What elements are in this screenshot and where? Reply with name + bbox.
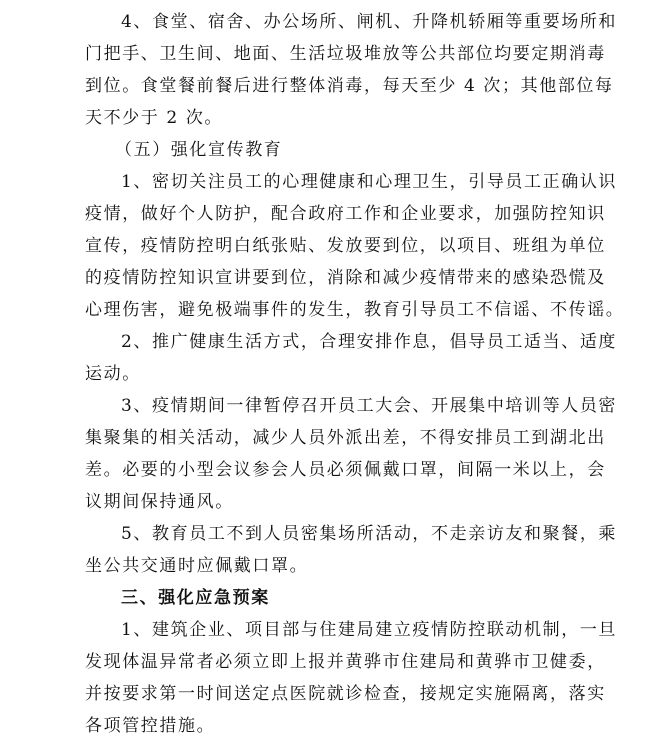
paragraph-line: 坐公共交通时应佩戴口罩。: [85, 556, 309, 576]
paragraph-line: 疫情，做好个人防护，配合政府工作和企业要求，加强防控知识: [85, 204, 606, 224]
paragraph-line: 到位。食堂餐前餐后进行整体消毒，每天至少 4 次；其他部位每: [85, 76, 614, 96]
paragraph-line: 2、推广健康生活方式，合理安排作息，倡导员工适当、适度: [121, 332, 618, 352]
paragraph-line: 天不少于 2 次。: [85, 108, 224, 128]
paragraph-line: 并按要求第一时间送定点医院就诊检查，接规定实施隔离，落实: [85, 684, 606, 704]
paragraph-line: 5、教育员工不到人员密集场所活动，不走亲访友和聚餐，乘: [121, 524, 618, 544]
paragraph-line: 运动。: [85, 364, 141, 384]
paragraph-line: 议期间保持通风。: [85, 492, 234, 512]
section-heading: 三、强化应急预案: [121, 588, 270, 608]
section-subheading: （五）强化宣传教育: [115, 140, 283, 160]
paragraph-line: 1、密切关注员工的心理健康和心理卫生，引导员工正确认识: [121, 172, 618, 192]
paragraph-line: 集聚集的相关活动，减少人员外派出差，不得安排员工到湖北出: [85, 428, 606, 448]
paragraph-line: 4、食堂、宿舍、办公场所、闸机、升降机轿厢等重要场所和: [121, 12, 618, 32]
paragraph-line: 各项管控措施。: [85, 716, 216, 736]
paragraph-line: 的疫情防控知识宣讲要到位，消除和减少疫情带来的感染恐慌及: [85, 268, 606, 288]
paragraph-line: 1、建筑企业、项目部与住建局建立疫情防控联动机制，一旦: [121, 620, 618, 640]
paragraph-line: 3、疫情期间一律暂停召开员工大会、开展集中培训等人员密: [121, 396, 618, 416]
paragraph-line: 宣传，疫情防控明白纸张贴、发放要到位，以项目、班组为单位: [85, 236, 606, 256]
paragraph-line: 门把手、卫生间、地面、生活垃圾堆放等公共部位均要定期消毒: [85, 44, 606, 64]
paragraph-line: 发现体温异常者必须立即上报并黄骅市住建局和黄骅市卫健委，: [85, 652, 606, 672]
paragraph-line: 差。必要的小型会议参会人员必须佩戴口罩，间隔一米以上，会: [85, 460, 606, 480]
paragraph-line: 心理伤害，避免极端事件的发生，教育引导员工不信谣、不传谣。: [85, 300, 625, 320]
